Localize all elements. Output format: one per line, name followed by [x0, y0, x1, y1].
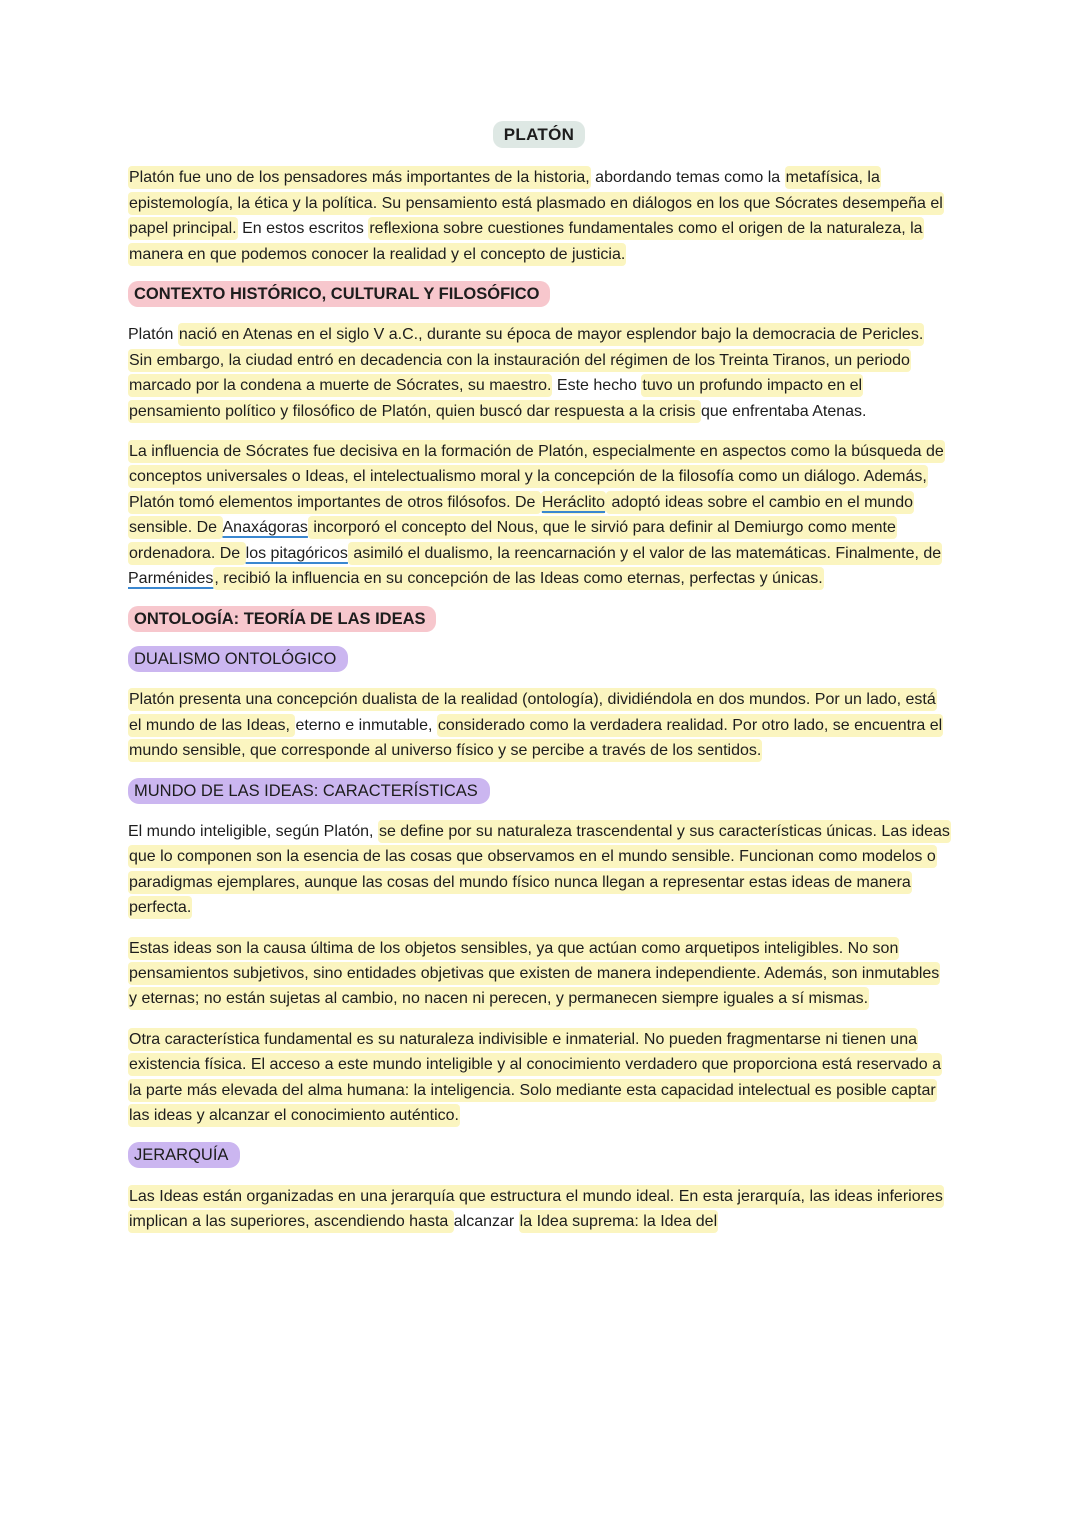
section-heading-text: ONTOLOGÍA: TEORÍA DE LAS IDEAS	[128, 606, 436, 632]
document-body	[128, 165, 950, 1234]
highlighted-text: tuvo un profundo impacto en el pensamiento político y filosófico de Platón, quien buscó dar respuesta a la crisis	[128, 374, 863, 422]
section-heading-text: CONTEXTO HISTÓRICO, CULTURAL Y FILOSÓFICO	[128, 281, 550, 307]
philosopher-link[interactable]: los pitagóricos	[245, 544, 348, 562]
paragraph	[128, 687, 950, 763]
highlighted-text: Platón fue uno de los pensadores más importantes de la historia,	[128, 166, 591, 189]
document-title	[128, 122, 950, 147]
subsection-heading	[128, 1143, 950, 1168]
highlighted-text: incorporó el concepto del Nous, que le sirvió para definir al Demiurgo como mente ordenadora. De	[128, 516, 897, 564]
philosopher-link[interactable]: Parménides	[128, 570, 214, 588]
subsection-heading-text: JERARQUÍA	[128, 1142, 240, 1168]
subsection-heading	[128, 779, 950, 804]
highlighted-text: adoptó ideas sobre el cambio en el mundo sensible. De	[128, 491, 914, 539]
plain-text: Este hecho	[552, 377, 642, 395]
subsection-heading	[128, 647, 950, 672]
section-heading	[128, 282, 950, 307]
subsection-heading-text: DUALISMO ONTOLÓGICO	[128, 646, 348, 672]
document-title-text: PLATÓN	[493, 121, 585, 148]
highlighted-text: , recibió la influencia en su concepción de las Ideas como eternas, perfectas y únicas.	[213, 567, 823, 590]
highlighted-text: reflexiona sobre cuestiones fundamentales como el origen de la naturaleza, la manera en que podemos conocer la realidad y el concepto de justicia.	[128, 217, 924, 265]
paragraph	[128, 1027, 950, 1129]
highlighted-text: Otra característica fundamental es su naturaleza indivisible e inmaterial. No pueden fragmentarse ni tienen una existencia física. El acceso a este mundo inteligible y al conocimiento verdadero que proporciona está reservado a la parte más elevada del alma humana: la inteligencia. Solo mediante esta capacidad intelectual es posible captar las ideas y alcanzar el conocimiento auténtico.	[128, 1028, 942, 1127]
philosopher-link[interactable]: Heráclito	[541, 491, 606, 514]
paragraph	[128, 439, 950, 591]
plain-text: Platón	[128, 326, 178, 344]
highlighted-text: considerado como la verdadera realidad. Por otro lado, se encuentra el mundo sensible, que corresponde al universo físico y se percibe a través de los sentidos.	[128, 714, 943, 762]
paragraph	[128, 1184, 950, 1235]
highlighted-text: metafísica, la epistemología, la ética y la política. Su pensamiento está plasmado en diálogos en los que Sócrates desempeña el papel principal.	[128, 166, 944, 240]
plain-text: En estos escritos	[237, 220, 369, 238]
section-heading	[128, 607, 950, 632]
highlighted-text: la Idea suprema: la Idea del	[519, 1210, 718, 1233]
highlighted-text: nació en Atenas en el siglo V a.C., durante su época de mayor esplendor bajo la democracia de Pericles. Sin embargo, la ciudad entró en decadencia con la instauración del régimen de los Treinta Tiranos, un periodo marcado por la condena a muerte de Sócrates, su maestro.	[128, 323, 924, 397]
plain-text: que enfrentaba Atenas.	[700, 402, 867, 420]
highlighted-text: Estas ideas son la causa última de los objetos sensibles, ya que actúan como arquetipos inteligibles. No son pensamientos subjetivos, sino entidades objetivas que existen de manera independiente. Además, son inmutables y eternas; no están sujetas al cambio, no nacen ni perecen, y permanecen siempre iguales a sí mismas.	[128, 937, 940, 1011]
plain-text: alcanzar	[453, 1213, 519, 1231]
plain-text: abordando temas como la	[590, 169, 785, 187]
paragraph	[128, 322, 950, 424]
highlighted-text: Las Ideas están organizadas en una jerarquía que estructura el mundo ideal. En esta jerarquía, las ideas inferiores implican a las superiores, ascendiendo hasta	[128, 1185, 944, 1233]
highlighted-text: Platón presenta una concepción dualista de la realidad (ontología), dividiéndola en dos mundos. Por un lado, está el mundo de las Ideas,	[128, 688, 937, 736]
philosopher-link[interactable]: Anaxágoras	[222, 519, 308, 537]
paragraph	[128, 819, 950, 921]
plain-text: El mundo inteligible, según Platón,	[128, 822, 378, 840]
highlighted-text: se define por su naturaleza trascendental y sus características únicas. Las ideas que lo componen son la esencia de las cosas que observamos en el mundo sensible. Funcionan como modelos o paradigmas ejemplares, aunque las cosas del mundo físico nunca llegan a representar estas ideas de manera perfecta.	[128, 820, 951, 919]
highlighted-text: La influencia de Sócrates fue decisiva en la formación de Platón, especialmente en aspectos como la búsqueda de conceptos universales o Ideas, el intelectualismo moral y la concepción de la filosofía como un diálogo. Además, Platón tomó elementos importantes de otros filósofos. De	[128, 440, 945, 514]
subsection-heading-text: MUNDO DE LAS IDEAS: CARACTERÍSTICAS	[128, 778, 490, 804]
paragraph	[128, 936, 950, 1012]
highlighted-text: asimiló el dualismo, la reencarnación y el valor de las matemáticas. Finalmente, de	[348, 542, 942, 565]
plain-text: eterno e inmutable,	[295, 716, 437, 734]
paragraph	[128, 165, 950, 267]
